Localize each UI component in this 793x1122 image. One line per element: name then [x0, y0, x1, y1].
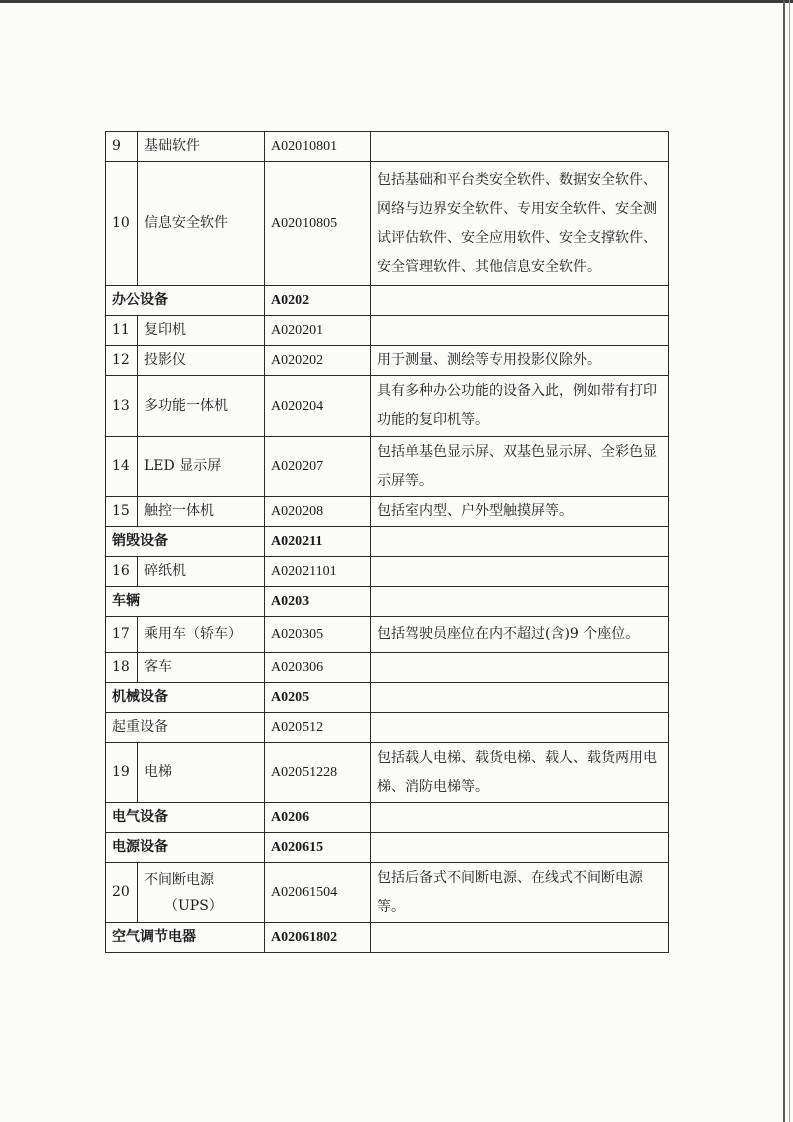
subcategory-code: A020512	[265, 713, 371, 743]
category-name: 办公设备	[106, 286, 265, 316]
category-code: A0206	[265, 803, 371, 833]
item-name	[138, 863, 265, 923]
table-row	[106, 162, 669, 286]
category-description	[371, 833, 669, 863]
row-number: 18	[106, 653, 138, 683]
item-name-line: 不间断电源	[144, 871, 214, 888]
row-number: 15	[106, 497, 138, 527]
category-name: 空气调节电器	[106, 923, 265, 953]
subcategory-name: 起重设备	[106, 713, 265, 743]
item-name: 客车	[138, 653, 265, 683]
row-number: 16	[106, 557, 138, 587]
table-row	[106, 346, 669, 376]
category-name: 车辆	[106, 587, 265, 617]
item-description	[371, 557, 669, 587]
item-description: 包括后备式不间断电源、在线式不间断电源等。	[371, 863, 669, 923]
category-row	[106, 923, 669, 953]
category-name: 电气设备	[106, 803, 265, 833]
table-row	[106, 863, 669, 923]
category-code: A0202	[265, 286, 371, 316]
item-description: 包括载人电梯、载货电梯、载人、载货两用电梯、消防电梯等。	[371, 743, 669, 803]
category-description	[371, 587, 669, 617]
row-number: 19	[106, 743, 138, 803]
category-code: A0203	[265, 587, 371, 617]
item-name: 触控一体机	[138, 497, 265, 527]
category-code: A020615	[265, 833, 371, 863]
item-description	[371, 653, 669, 683]
item-code: A020208	[265, 497, 371, 527]
category-description	[371, 803, 669, 833]
page-right-edge	[783, 0, 785, 1122]
item-name: 投影仪	[138, 346, 265, 376]
item-name: LED 显示屏	[138, 437, 265, 497]
item-code: A020305	[265, 617, 371, 653]
item-description: 包括驾驶员座位在内不超过(含)9 个座位。	[371, 617, 669, 653]
item-name: 信息安全软件	[138, 162, 265, 286]
category-row	[106, 527, 669, 557]
item-code: A020207	[265, 437, 371, 497]
procurement-catalog-table	[105, 131, 669, 953]
item-description: 包括室内型、户外型触摸屏等。	[371, 497, 669, 527]
row-number: 10	[106, 162, 138, 286]
category-row	[106, 833, 669, 863]
page-right-edge-inner	[789, 0, 790, 1122]
category-name: 销毁设备	[106, 527, 265, 557]
category-row	[106, 803, 669, 833]
row-number: 13	[106, 376, 138, 437]
item-code: A020204	[265, 376, 371, 437]
table-row	[106, 617, 669, 653]
item-name: 电梯	[138, 743, 265, 803]
category-code: A0205	[265, 683, 371, 713]
item-code: A02021101	[265, 557, 371, 587]
category-row	[106, 683, 669, 713]
item-name: 碎纸机	[138, 557, 265, 587]
item-description: 包括基础和平台类安全软件、数据安全软件、网络与边界安全软件、专用安全软件、安全测试评估软件、安全应用软件、安全支撑软件、安全管理软件、其他信息安全软件。	[371, 162, 669, 286]
item-code: A020201	[265, 316, 371, 346]
category-name: 机械设备	[106, 683, 265, 713]
category-name: 电源设备	[106, 833, 265, 863]
row-number: 17	[106, 617, 138, 653]
table-row	[106, 743, 669, 803]
item-code: A02010805	[265, 162, 371, 286]
category-description	[371, 923, 669, 953]
table-row	[106, 316, 669, 346]
item-code: A02061504	[265, 863, 371, 923]
table-row	[106, 132, 669, 162]
table-row	[106, 557, 669, 587]
item-description: 包括单基色显示屏、双基色显示屏、全彩色显示屏等。	[371, 437, 669, 497]
table-row	[106, 497, 669, 527]
table-row	[106, 437, 669, 497]
category-description	[371, 286, 669, 316]
table-row	[106, 376, 669, 437]
item-description: 用于测量、测绘等专用投影仪除外。	[371, 346, 669, 376]
table-row	[106, 653, 669, 683]
item-name: 乘用车（轿车）	[138, 617, 265, 653]
category-description	[371, 527, 669, 557]
subcategory-row	[106, 713, 669, 743]
item-name: 基础软件	[138, 132, 265, 162]
item-code: A020202	[265, 346, 371, 376]
category-description	[371, 683, 669, 713]
item-name-line: （UPS）	[164, 897, 223, 914]
item-name: 复印机	[138, 316, 265, 346]
category-code: A02061802	[265, 923, 371, 953]
row-number: 12	[106, 346, 138, 376]
page-top-edge	[0, 0, 793, 3]
row-number: 11	[106, 316, 138, 346]
category-row	[106, 587, 669, 617]
row-number: 20	[106, 863, 138, 923]
category-code: A020211	[265, 527, 371, 557]
subcategory-description	[371, 713, 669, 743]
category-row	[106, 286, 669, 316]
item-name: 多功能一体机	[138, 376, 265, 437]
item-description	[371, 132, 669, 162]
item-code: A02051228	[265, 743, 371, 803]
row-number: 9	[106, 132, 138, 162]
item-description: 具有多种办公功能的设备入此，例如带有打印功能的复印机等。	[371, 376, 669, 437]
item-code: A02010801	[265, 132, 371, 162]
item-description	[371, 316, 669, 346]
row-number: 14	[106, 437, 138, 497]
item-code: A020306	[265, 653, 371, 683]
